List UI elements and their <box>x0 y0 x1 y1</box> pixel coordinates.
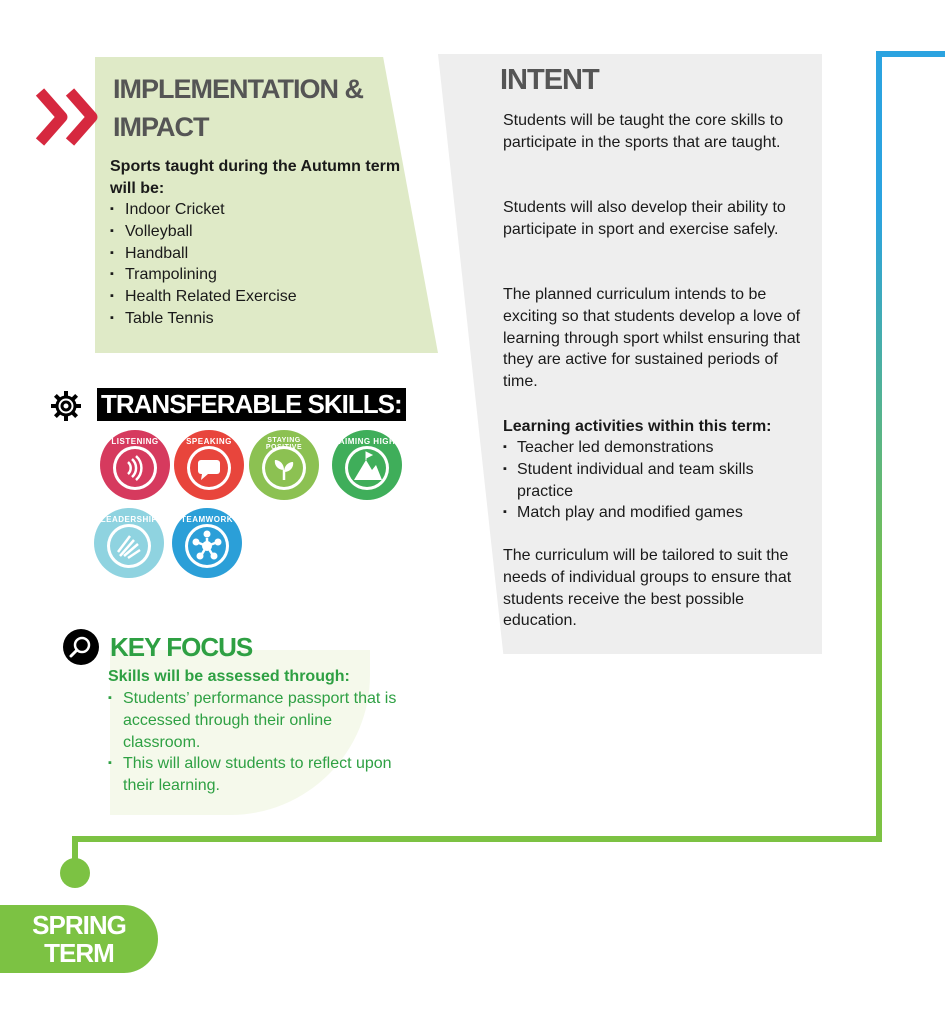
list-item: ▪ Handball <box>110 243 297 265</box>
spring-term-tab[interactable] <box>0 905 158 973</box>
gear-icon <box>50 390 82 422</box>
list-item: ▪ Match play and modified games <box>503 502 803 524</box>
intent-closing: The curriculum will be tailored to suit the needs of individual groups to ensure that students receive the best possible education. <box>503 547 792 630</box>
transferable-skills-title: TRANSFERABLE SKILLS: <box>97 388 406 421</box>
activities-list <box>503 437 803 524</box>
timeline-dot <box>60 858 90 888</box>
key-focus-intro: Skills will be assessed through: <box>108 668 350 685</box>
skill-label: TEAMWORK <box>181 515 233 524</box>
skill-listening <box>100 430 170 500</box>
skill-aiming-high <box>332 430 402 500</box>
skill-label: AIMING HIGH <box>338 437 396 446</box>
skill-leadership <box>94 508 164 578</box>
activities-heading: Learning activities within this term: <box>503 418 772 435</box>
timeline-line-top <box>876 51 945 57</box>
skill-teamwork <box>172 508 242 578</box>
implementation-title: IMPLEMENTATION & IMPACT <box>113 74 363 142</box>
skill-label: LISTENING <box>111 437 159 446</box>
double-chevron-icon <box>34 84 104 150</box>
intent-paragraph-3: The planned curriculum intends to be exciting so that students develop a love of learning through sport whilst ensuring that they are active for sustained periods of time. <box>503 286 801 391</box>
skill-label: STAYING POSITIVE <box>265 437 303 451</box>
intent-paragraph-2: Students will also develop their ability to participate in sport and exercise safely. <box>503 199 786 238</box>
spring-term-line2: TERM <box>44 938 114 968</box>
intent-title: INTENT <box>500 64 599 96</box>
list-item: ▪ Volleyball <box>110 221 297 243</box>
skill-speaking <box>174 430 244 500</box>
list-item: ▪ This will allow students to reflect upon their learning. <box>108 753 398 797</box>
list-item: ▪ Students’ performance passport that is accessed through their online classroom. <box>108 688 398 753</box>
spring-term-line1: SPRING <box>32 910 126 940</box>
skill-label: SPEAKING <box>186 437 232 446</box>
implementation-intro: Sports taught during the Autumn term will be: <box>110 158 401 197</box>
list-item: ▪ Trampolining <box>110 264 297 286</box>
list-item: ▪ Table Tennis <box>110 308 297 330</box>
list-item: ▪ Teacher led demonstrations <box>503 437 803 459</box>
intent-paragraph-1: Students will be taught the core skills to participate in the sports that are taught. <box>503 112 784 151</box>
key-focus-list <box>108 688 398 797</box>
key-focus-title: KEY FOCUS <box>110 632 253 662</box>
sports-list <box>110 199 297 330</box>
magnifier-icon <box>63 629 99 665</box>
list-item: ▪ Indoor Cricket <box>110 199 297 221</box>
skill-staying-positive <box>249 430 319 500</box>
skill-label: LEADERSHIP <box>100 515 158 524</box>
timeline-line-bottom <box>72 836 882 842</box>
list-item: ▪ Health Related Exercise <box>110 286 297 308</box>
list-item: ▪ Student individual and team skills practice <box>503 459 803 503</box>
timeline-line-right <box>876 51 882 842</box>
